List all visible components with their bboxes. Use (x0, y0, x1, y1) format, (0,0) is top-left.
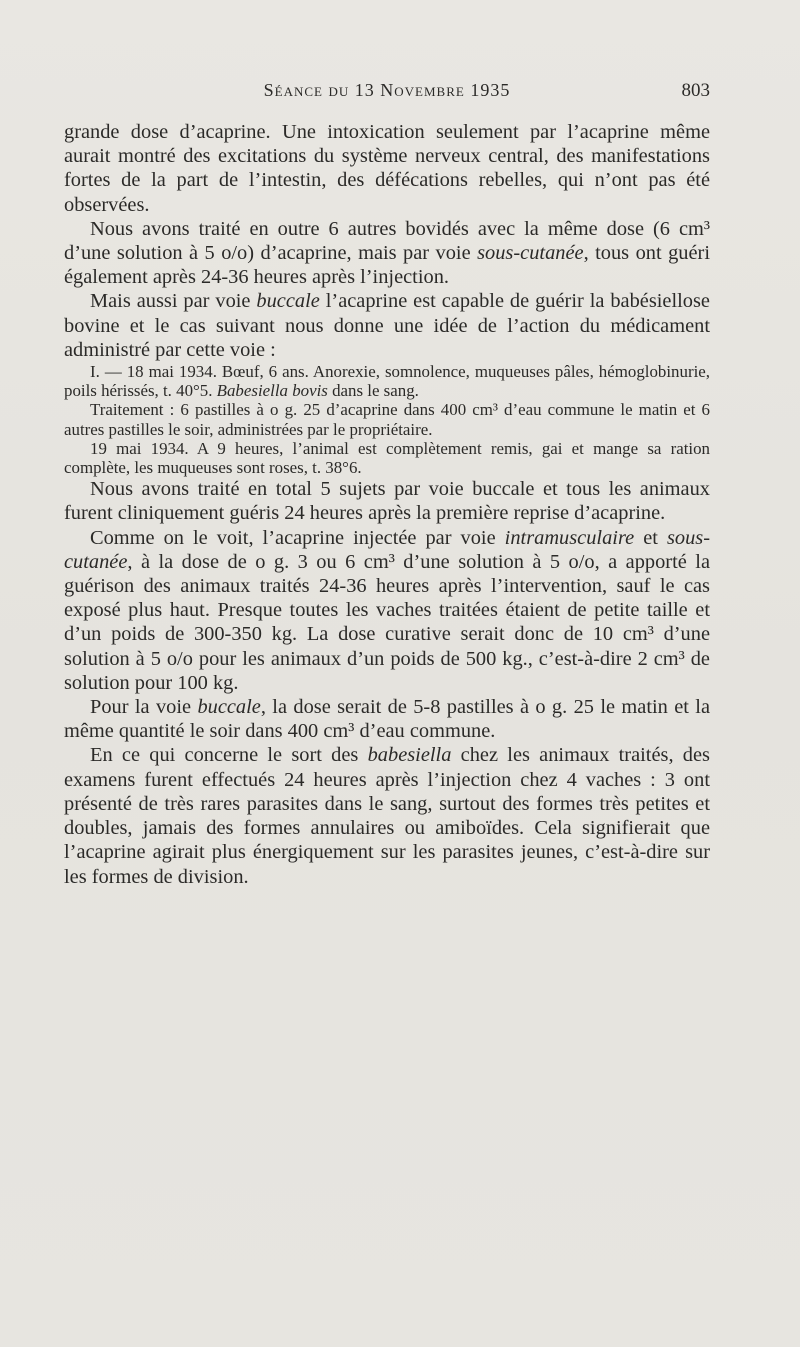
paragraph-3-text-b: l’acaprine est capable de guérir la babésiellose bovine et le cas suivant nous donne une idée de l’action du médicament administré par cette voie : (64, 290, 710, 361)
paragraph-4 (64, 477, 710, 525)
paragraph-7 (64, 743, 710, 888)
paragraph-6 (64, 695, 710, 743)
paragraph-5 (64, 526, 710, 695)
paragraph-7-text-b: chez les animaux traités, des examens furent effectués 24 heures après l’injection chez 4 vaches : 3 ont présenté de très rares parasites dans le sang, surtout des formes très petites et doubles, jamais des formes annulaires ou amiboïdes. Cela signifierait que l’acaprine agirait plus énergiquement sur les parasites jeunes, c’est-à-dire sur les formes de division. (64, 744, 710, 888)
paragraph-6-emphasis: buccale (197, 696, 261, 719)
paragraph-2-text-a: Nous avons traité en outre 6 autres bovidés avec la même dose (6 cm³ d’une solution à 5 o/o) d’acaprine, mais par voie (64, 217, 710, 265)
paragraph-2-emphasis: sous-cutanée (477, 242, 584, 265)
case-1-emphasis: Babesiella bovis (216, 381, 328, 401)
paragraph-5-text-b: et (634, 526, 667, 549)
paragraph-2 (64, 217, 710, 290)
case-paragraph-3 (64, 439, 710, 477)
paragraph-6-text-a: Pour la voie (90, 696, 198, 719)
case-3-text: 19 mai 1934. A 9 heures, l’animal est complètement remis, gai et mange sa ration complète, les muqueuses sont roses, t. 38°6. (64, 438, 710, 478)
paragraph-5-emphasis-2: sous-cutanée (64, 526, 710, 573)
page-header (64, 80, 710, 104)
text-end-spacer (64, 889, 710, 891)
case-2-text: Traitement : 6 pastilles à o g. 25 d’acaprine dans 400 cm³ d’eau commune le matin et 6 autres pastilles le soir, administrées par le propriétaire. (64, 400, 710, 439)
page-number: 803 (681, 80, 710, 101)
paragraph-3-emphasis: buccale (256, 290, 320, 313)
running-title: Séance du 13 Novembre 1935 (263, 80, 511, 100)
paragraph-2-text-b: , tous ont guéri également après 24-36 heures après l’injection. (64, 242, 710, 289)
paragraph-5-emphasis-1: intramusculaire (504, 526, 635, 549)
case-paragraph-2 (64, 400, 710, 438)
paragraph-3 (64, 289, 710, 362)
case-paragraph-1 (64, 362, 710, 400)
body-text (64, 120, 710, 891)
case-1-text-b: dans le sang. (327, 381, 419, 401)
paragraph-7-emphasis: babesiella (367, 744, 452, 767)
paragraph-1-text: grande dose d’acaprine. Une intoxication seulement par l’acaprine même aurait montré des excitations du système nerveux central, des manifestations fortes de la part de l’intestin, des défécations rebelles, qui n’ont pas été observées. (64, 121, 710, 216)
paragraph-3-text-a: Mais aussi par voie (90, 290, 257, 313)
paragraph-5-text-c: , à la dose de o g. 3 ou 6 cm³ d’une solution à 5 o/o, a apporté la guérison des animaux traités 24-36 heures après l’intervention, sauf le cas exposé plus haut. Presque toutes les vaches traitées étaient de petite taille et d’un poids de 300-350 kg. La dose curative serait donc de 10 cm³ d’une solution à 5 o/o pour les animaux d’un poids de 500 kg., c’est-à-dire 2 cm³ de solution pour 100 kg. (64, 550, 710, 694)
paragraph-7-text-a: En ce qui concerne le sort des (90, 744, 368, 767)
case-1-text-a: I. — 18 mai 1934. Bœuf, 6 ans. Anorexie, somnolence, muqueuses pâles, hémoglobinurie, poils hérissés, t. 40°5. (64, 362, 710, 401)
paragraph-5-text-a: Comme on le voit, l’acaprine injectée par voie (90, 526, 505, 549)
paragraph-4-text: Nous avons traité en total 5 sujets par voie buccale et tous les animaux furent cliniquement guéris 24 heures après la première reprise d’acaprine. (64, 478, 710, 525)
paragraph-1 (64, 120, 710, 217)
paragraph-6-text-b: , la dose serait de 5-8 pastilles à o g. 25 le matin et la même quantité le soir dans 400 cm³ d’eau commune. (64, 696, 711, 743)
